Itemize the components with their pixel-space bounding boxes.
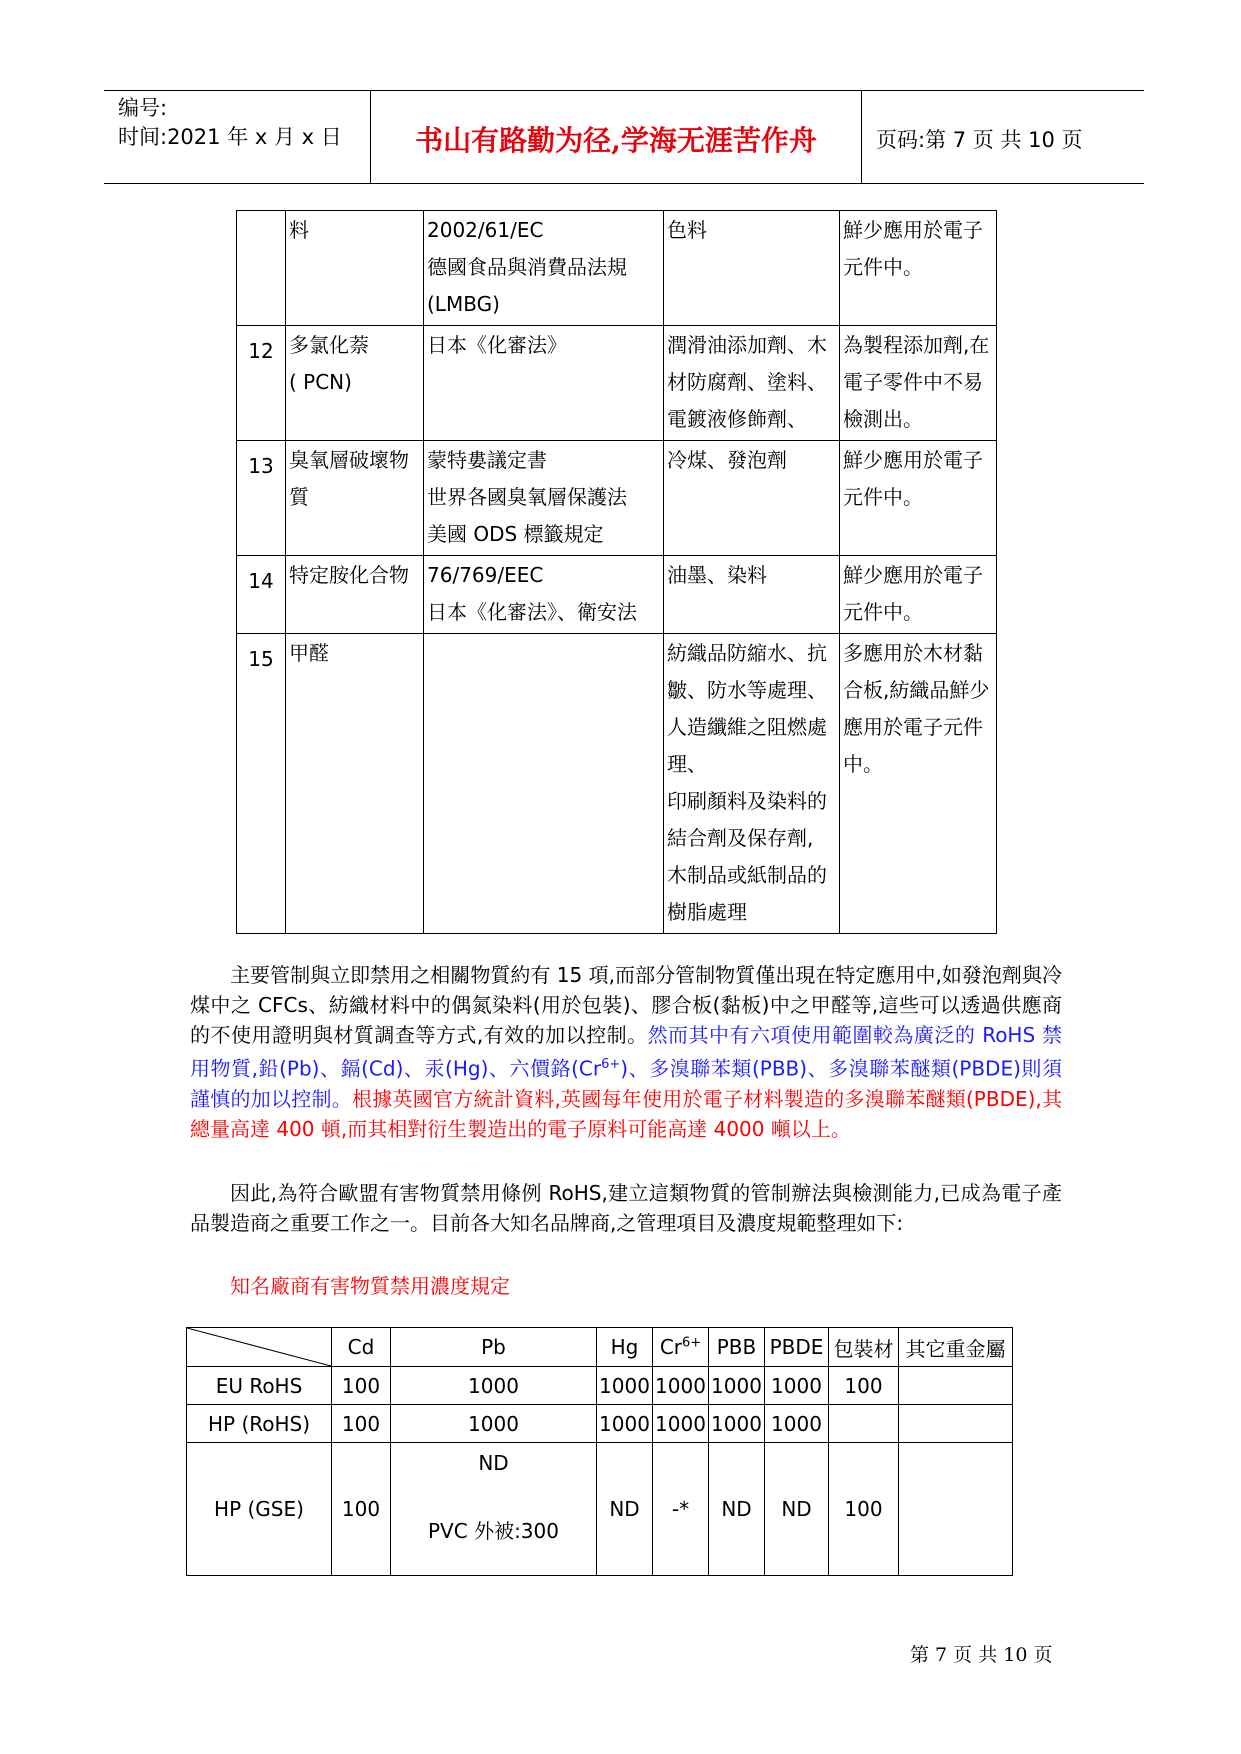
cell-packaging: 100	[829, 1443, 899, 1576]
row-label: EU RoHS	[187, 1367, 332, 1405]
header-page-label: 页码:第 7 页 共 10 页	[876, 128, 1083, 152]
row-number: 14	[237, 556, 286, 634]
header-pbb: PBB	[709, 1328, 765, 1367]
paragraph-1-highlight-a: 然而其中有六項使用範圍較為廣泛的 RoHS 禁用物質,鉛(Pb)、鎘(Cd)、汞(Hg)、六價鉻(Cr	[190, 1023, 1063, 1081]
cell-pb	[391, 1443, 597, 1576]
cell-pbde: ND	[765, 1443, 829, 1576]
cell-cr: 1000	[653, 1405, 709, 1443]
substance-cell: 多氯化萘 ( PCN)	[286, 326, 424, 441]
section-title: 知名廠商有害物質禁用濃度規定	[230, 1274, 510, 1298]
cell-cd: 100	[332, 1405, 391, 1443]
header-pb: Pb	[391, 1328, 597, 1367]
law-cell: 蒙特婁議定書 世界各國臭氧層保護法 美國 ODS 標籤規定	[424, 441, 664, 556]
note-cell: 多應用於木材黏合板,紡織品鮮少應用於電子元件中。	[840, 634, 997, 934]
cell-pbde: 1000	[765, 1405, 829, 1443]
cell-cd: 100	[332, 1367, 391, 1405]
cell-pb: 1000	[391, 1367, 597, 1405]
row-label: HP (GSE)	[187, 1443, 332, 1576]
concentration-table	[186, 1327, 1013, 1576]
table-row	[187, 1367, 1013, 1405]
cell-hg: 1000	[597, 1367, 653, 1405]
note-cell: 鮮少應用於電子元件中。	[840, 441, 997, 556]
header-cr-sup: 6+	[682, 1335, 702, 1351]
header-motto: 书山有路勤为径,学海无涯苦作舟	[415, 124, 817, 157]
cell-other-metals	[899, 1443, 1013, 1576]
table-row	[237, 326, 997, 441]
cell-pbb: ND	[709, 1443, 765, 1576]
law-cell	[424, 634, 664, 934]
paragraph-1-text: 主要管制與立即禁用之相關物質約有 15 項,而部分管制物質僅出現在特定應用中,如發泡劑與冷煤中之 CFCs、紡織材料中的偶氮染料(用於包裝)、膠合板(黏板)中之甲醛等,這些可以透過供應商的不使用證明與材質調查等方式,有效的加以控制。	[190, 963, 1062, 1047]
header-cr-text: Cr	[659, 1335, 682, 1359]
cell-cr: 1000	[653, 1367, 709, 1405]
header-pbde: PBDE	[765, 1328, 829, 1367]
header-hg: Hg	[597, 1328, 653, 1367]
paragraph-2: 因此,為符合歐盟有害物質禁用條例 RoHS,建立這類物質的管制辦法與檢測能力,已成為電子產品製造商之重要工作之一。目前各大知名品牌商,之管理項目及濃度規範整理如下:	[190, 1181, 1062, 1235]
table-header-row	[187, 1328, 1013, 1367]
table-row	[187, 1443, 1013, 1576]
table-row	[237, 634, 997, 934]
header-cr	[653, 1328, 709, 1367]
paragraph-1	[190, 960, 1062, 1144]
header-other-metals: 其它重金屬	[899, 1328, 1013, 1367]
doc-id-label: 编号:	[118, 96, 168, 120]
doc-time-label: 时间:2021 年 x 月 x 日	[118, 125, 342, 149]
law-cell: 2002/61/EC 德國食品與消費品法規 (LMBG)	[424, 211, 664, 326]
cell-pbb: 1000	[709, 1405, 765, 1443]
row-number	[237, 211, 286, 326]
note-cell: 鮮少應用於電子元件中。	[840, 556, 997, 634]
cell-packaging: 100	[829, 1367, 899, 1405]
cr-superscript: 6+	[601, 1057, 621, 1072]
cell-pbde: 1000	[765, 1367, 829, 1405]
table-row	[187, 1405, 1013, 1443]
page-footer: 第 7 页 共 10 页	[910, 1644, 1053, 1666]
row-number: 13	[237, 441, 286, 556]
note-cell: 鮮少應用於電子元件中。	[840, 211, 997, 326]
substance-cell: 料	[286, 211, 424, 326]
header-top-rule	[104, 90, 1144, 91]
table-row	[237, 211, 997, 326]
cell-pb: 1000	[391, 1405, 597, 1443]
row-number: 12	[237, 326, 286, 441]
usage-cell: 色料	[664, 211, 840, 326]
substance-cell: 臭氧層破壞物質	[286, 441, 424, 556]
paragraph-1-red-text: 根據英國官方統計資料,英國每年使用於電子材料製造的多溴聯苯醚類(PBDE),其總量高達 400 頓,而其相對衍生製造出的電子原料可能高達 4000 噸以上。	[190, 1086, 1063, 1141]
usage-cell: 油墨、染料	[664, 556, 840, 634]
cell-cd: 100	[332, 1443, 391, 1576]
header-left	[118, 94, 342, 152]
row-number: 15	[237, 634, 286, 934]
cell-packaging	[829, 1405, 899, 1443]
header-packaging: 包裝材	[829, 1328, 899, 1367]
usage-cell: 潤滑油添加劑、木材防腐劑、塗料、電鍍液修飾劑、	[664, 326, 840, 441]
paragraph-1-highlight-b: )、多溴聯苯類(PBB)、多溴聯苯醚類(PBDE)則須謹慎的加以控制。	[190, 1056, 1062, 1111]
diagonal-header-cell	[187, 1328, 332, 1367]
table-row	[237, 556, 997, 634]
usage-cell: 紡織品防縮水、抗皺、防水等處理、人造纖維之阻燃處理、 印刷顏料及染料的結合劑及保存劑, 木制品或紙制品的樹脂處理	[664, 634, 840, 934]
law-cell: 日本《化審法》	[424, 326, 664, 441]
row-label: HP (RoHS)	[187, 1405, 332, 1443]
cell-pbb: 1000	[709, 1367, 765, 1405]
header-divider-left	[370, 90, 371, 184]
header-cd: Cd	[332, 1328, 391, 1367]
substance-cell: 甲醛	[286, 634, 424, 934]
cell-pb-line-2: PVC 外被:300	[428, 1519, 559, 1543]
law-cell: 76/769/EEC 日本《化審法》、衛安法	[424, 556, 664, 634]
cell-other-metals	[899, 1367, 1013, 1405]
table-row	[237, 441, 997, 556]
cell-pb-line-1: ND	[478, 1451, 509, 1475]
diagonal-line	[187, 1328, 331, 1366]
usage-cell: 冷煤、發泡劑	[664, 441, 840, 556]
substance-table	[236, 210, 997, 934]
cell-other-metals	[899, 1405, 1013, 1443]
substance-cell: 特定胺化合物	[286, 556, 424, 634]
cell-cr: -*	[653, 1443, 709, 1576]
header-divider-right	[861, 90, 862, 184]
cell-hg: ND	[597, 1443, 653, 1576]
note-cell: 為製程添加劑,在電子零件中不易檢測出。	[840, 326, 997, 441]
header-bottom-rule	[104, 183, 1144, 184]
cell-hg: 1000	[597, 1405, 653, 1443]
